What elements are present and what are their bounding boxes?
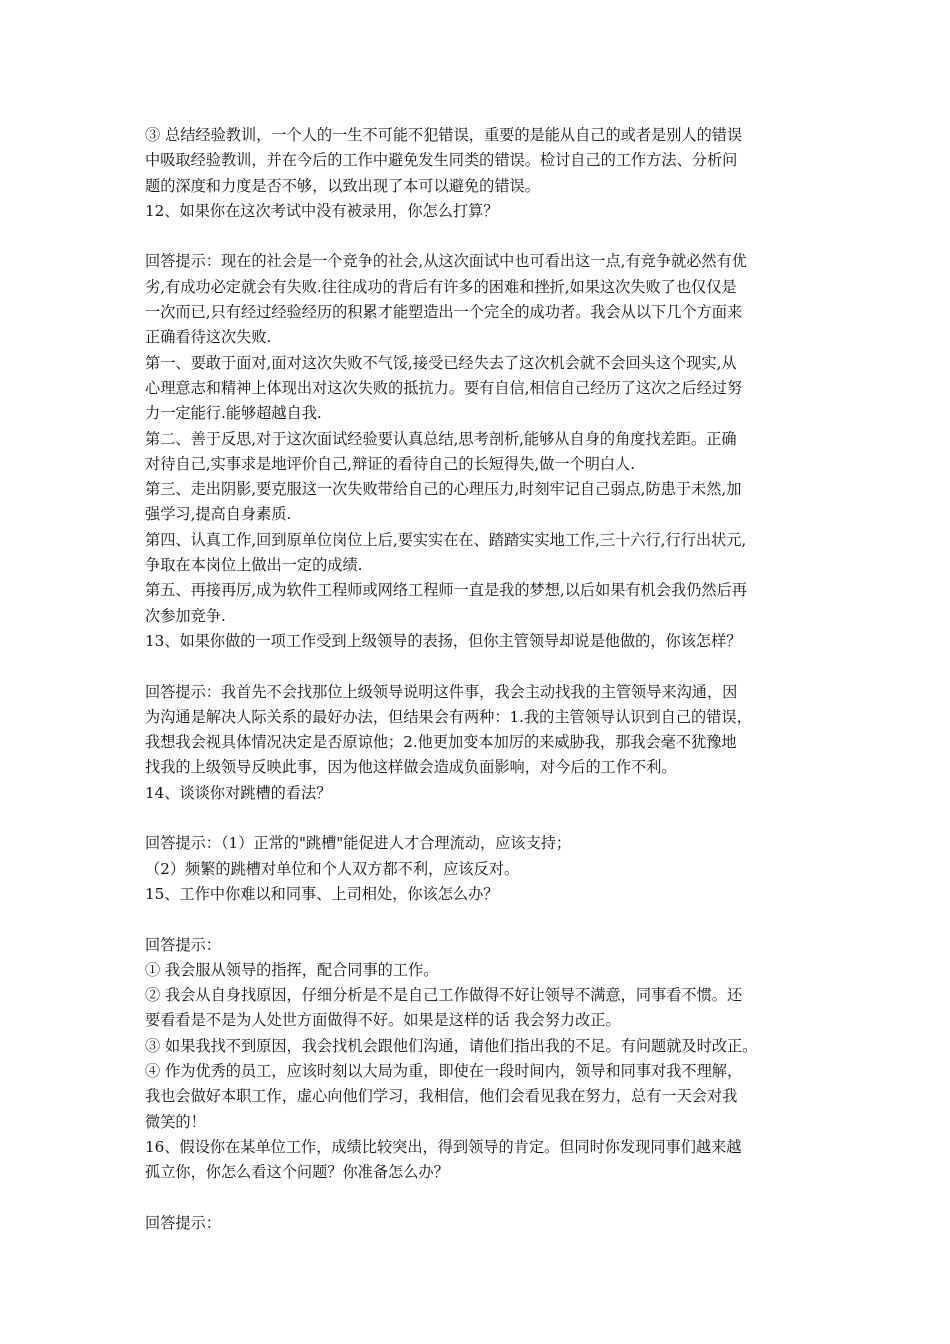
text-line: 我想我会视具体情况决定是否原谅他；2.他更加变本加厉的来威胁我，那我会毫不犹豫地 bbox=[145, 733, 737, 752]
question-heading: 14、谈谈你对跳槽的看法？ bbox=[145, 783, 332, 802]
text-line: 第一、要敢于面对,面对这次失败不气馁,接受已经失去了这次机会就不会回头这个现实,从 bbox=[145, 353, 737, 372]
text-line: 一次而已,只有经过经验经历的积累才能塑造出一个完全的成功者。我会从以下几个方面来 bbox=[145, 303, 743, 322]
text-line: 回答提示：现在的社会是一个竞争的社会,从这次面试中也可看出这一点,有竞争就必然有优 bbox=[145, 252, 747, 271]
text-line: 题的深度和力度是否不够，以致出现了本可以避免的错误。 bbox=[145, 176, 540, 195]
blank-line bbox=[145, 1185, 815, 1210]
text-line: 微笑的！ bbox=[145, 1112, 206, 1131]
text-line: ③ 如果我找不到原因，我会找机会跟他们沟通，请他们指出我的不足。有问题就及时改正。 bbox=[145, 1036, 758, 1055]
text-line: ③ 总结经验教训，一个人的一生不可能不犯错误，重要的是能从自己的或者是别人的错误 bbox=[145, 126, 743, 144]
text-line: 第二、善于反思,对于这次面试经验要认真总结,思考剖析,能够从自身的角度找差距。正确 bbox=[145, 429, 737, 448]
text-line: （2）频繁的跳槽对单位和个人双方都不利，应该反对。 bbox=[145, 859, 520, 878]
text-line: 回答提示： bbox=[145, 1213, 221, 1232]
document-page bbox=[145, 123, 815, 1236]
text-line: 第四、认真工作,回到原单位岗位上后,要实实在在、踏踏实实地工作,三十六行,行行出状元, bbox=[145, 530, 747, 549]
blank-line bbox=[145, 654, 815, 679]
text-line: 次参加竞争. bbox=[145, 606, 226, 625]
text-line: 强学习,提高自身素质. bbox=[145, 505, 292, 524]
text-line: 心理意志和精神上体现出对这次失败的抵抗力。要有自信,相信自己经历了这次之后经过努 bbox=[145, 378, 743, 397]
text-line: 第五、再接再厉,成为软件工程师或网络工程师一直是我的梦想,以后如果有机会我仍然后再 bbox=[145, 581, 747, 600]
text-line: 回答提示： bbox=[145, 935, 221, 954]
question-heading: 12、如果你在这次考试中没有被录用，你怎么打算？ bbox=[145, 201, 499, 220]
text-line: 正确看待这次失败. bbox=[145, 328, 272, 347]
question-heading: 13、如果你做的一项工作受到上级领导的表扬，但你主管领导却说是他做的，你该怎样？ bbox=[145, 631, 742, 650]
blank-line bbox=[145, 806, 815, 831]
text-line: 回答提示：我首先不会找那位上级领导说明这件事，我会主动找我的主管领导来沟通，因 bbox=[145, 682, 738, 701]
text-line: 为沟通是解决人际关系的最好办法，但结果会有两种：1.我的主管领导认识到自己的错误， bbox=[145, 707, 752, 726]
blank-line bbox=[145, 907, 815, 932]
text-line: 中吸取经验教训，并在今后的工作中避免发生同类的错误。检讨自己的工作方法、分析问 bbox=[145, 151, 738, 170]
question-heading: 15、工作中你难以和同事、上司相处，你该怎么办？ bbox=[145, 884, 499, 903]
text-line: 对待自己,实事求是地评价自己,辩证的看待自己的长短得失,做一个明白人. bbox=[145, 454, 636, 473]
text-line: 我也会做好本职工作，虚心向他们学习，我相信，他们会看见我在努力，总有一天会对我 bbox=[145, 1087, 738, 1106]
text-line: 回答提示：（1）正常的"跳槽"能促进人才合理流动，应该支持； bbox=[145, 834, 572, 853]
question-heading: 16、假设你在某单位工作，成绩比较突出，得到领导的肯定。但同时你发现同事们越来越 bbox=[145, 1137, 742, 1156]
text-line: 找我的上级领导反映此事，因为他这样做会造成负面影响，对今后的工作不利。 bbox=[145, 758, 677, 777]
text-line: ① 我会服从领导的指挥，配合同事的工作。 bbox=[145, 960, 439, 979]
text-line: ④ 作为优秀的员工，应该时刻以大局为重，即使在一段时间内，领导和同事对我不理解， bbox=[145, 1061, 743, 1080]
text-line: 争取在本岗位上做出一定的成绩. bbox=[145, 556, 363, 575]
text-line: 第三、走出阴影,要克服这一次失败带给自己的心理压力,时刻牢记自己弱点,防患于未然,加 bbox=[145, 480, 742, 499]
text-line: 劣,有成功必定就会有失败.往往成功的背后有许多的困难和挫折,如果这次失败了也仅仅是 bbox=[145, 277, 737, 296]
text-line: 力一定能行.能够超越自我. bbox=[145, 404, 322, 423]
text-line: 孤立你，你怎么看这个问题？你准备怎么办？ bbox=[145, 1163, 449, 1182]
text-line: ② 我会从自身找原因，仔细分析是不是自己工作做得不好让领导不满意，同事看不惯。还 bbox=[145, 986, 743, 1005]
text-line: 要看看是不是为人处世方面做得不好。如果是这样的话 我会努力改正。 bbox=[145, 1011, 621, 1030]
blank-line bbox=[145, 224, 815, 249]
